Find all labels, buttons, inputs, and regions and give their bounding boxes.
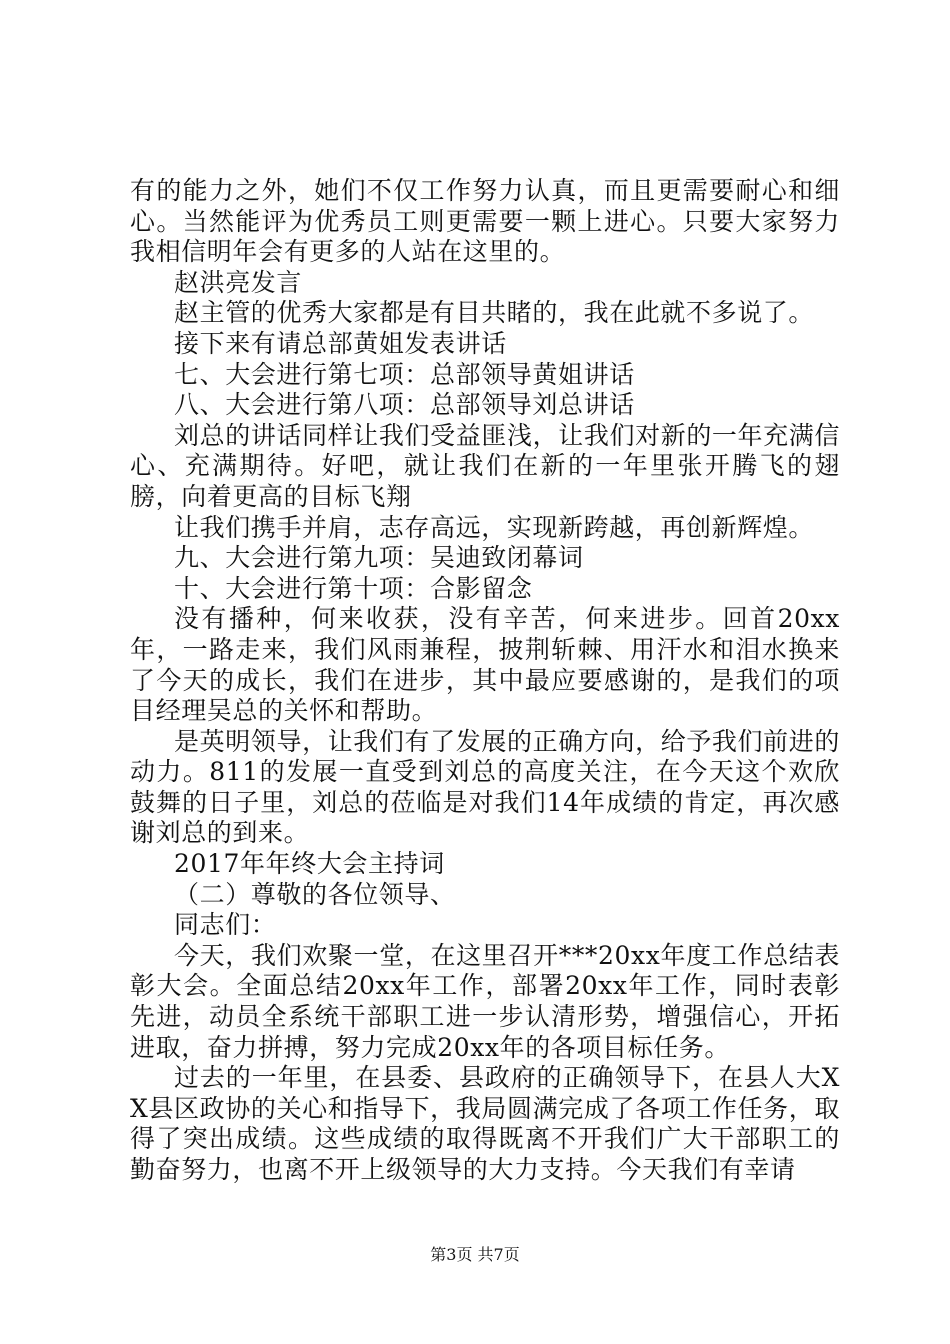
paragraph: 有的能力之外，她们不仅工作努力认真，而且更需要耐心和细心。当然能评为优秀员工则更需要一颗上进心。只要大家努力我相信明年会有更多的人站在这里的。 <box>130 176 840 267</box>
agenda-item: 九、大会进行第九项：吴迪致闭幕词 <box>174 543 584 573</box>
agenda-item: 七、大会进行第七项：总部领导黄姐讲话 <box>174 359 635 389</box>
paragraph: 刘总的讲话同样让我们受益匪浅，让我们对新的一年充满信心、充满期待。好吧，就让我们在新的一年里张开腾飞的翅膀，向着更高的目标飞翔 <box>130 420 840 511</box>
paragraph: 今天，我们欢聚一堂，在这里召开***20xx年度工作总结表彰大会。全面总结20xx年工作，部署20xx年工作，同时表彰先进，动员全系统干部职工进一步认清形势，增强信心，开拓进取，奋力拼搏，努力完成20xx年的各项目标任务。 <box>130 940 840 1062</box>
salutation: （二）尊敬的各位领导、 <box>174 879 456 909</box>
paragraph: 接下来有请总部黄姐发表讲话 <box>174 328 507 358</box>
paragraph: 赵主管的优秀大家都是有目共睹的，我在此就不多说了。 <box>174 298 815 328</box>
page-number-footer: 第3页 共7页 <box>430 1245 520 1264</box>
section-title: 2017年年终大会主持词 <box>174 849 445 879</box>
agenda-item: 十、大会进行第十项：合影留念 <box>174 573 533 603</box>
paragraph: 没有播种，何来收获，没有辛苦，何来进步。回首20xx年，一路走来，我们风雨兼程，披荆斩棘、用汗水和泪水换来了今天的成长，我们在进步，其中最应要感谢的，是我们的项目经理吴总的关怀和帮助。 <box>130 604 840 726</box>
paragraph: 过去的一年里，在县委、县政府的正确领导下，在县人大XX县区政协的关心和指导下，我局圆满完成了各项工作任务，取得了突出成绩。这些成绩的取得既离不开我们广大干部职工的勤奋努力，也离不开上级领导的大力支持。今天我们有幸请 <box>130 1063 840 1184</box>
salutation: 同志们： <box>174 910 277 940</box>
paragraph: 是英明领导，让我们有了发展的正确方向，给予我们前进的动力。811的发展一直受到刘总的高度关注，在今天这个欢欣鼓舞的日子里，刘总的莅临是对我们14年成绩的肯定，再次感谢刘总的到来。 <box>130 726 840 848</box>
document-body <box>130 176 840 1186</box>
paragraph: 让我们携手并肩，志存高远，实现新跨越，再创新辉煌。 <box>174 512 815 542</box>
agenda-item: 八、大会进行第八项：总部领导刘总讲话 <box>174 390 635 420</box>
paragraph: 赵洪亮发言 <box>174 267 303 297</box>
